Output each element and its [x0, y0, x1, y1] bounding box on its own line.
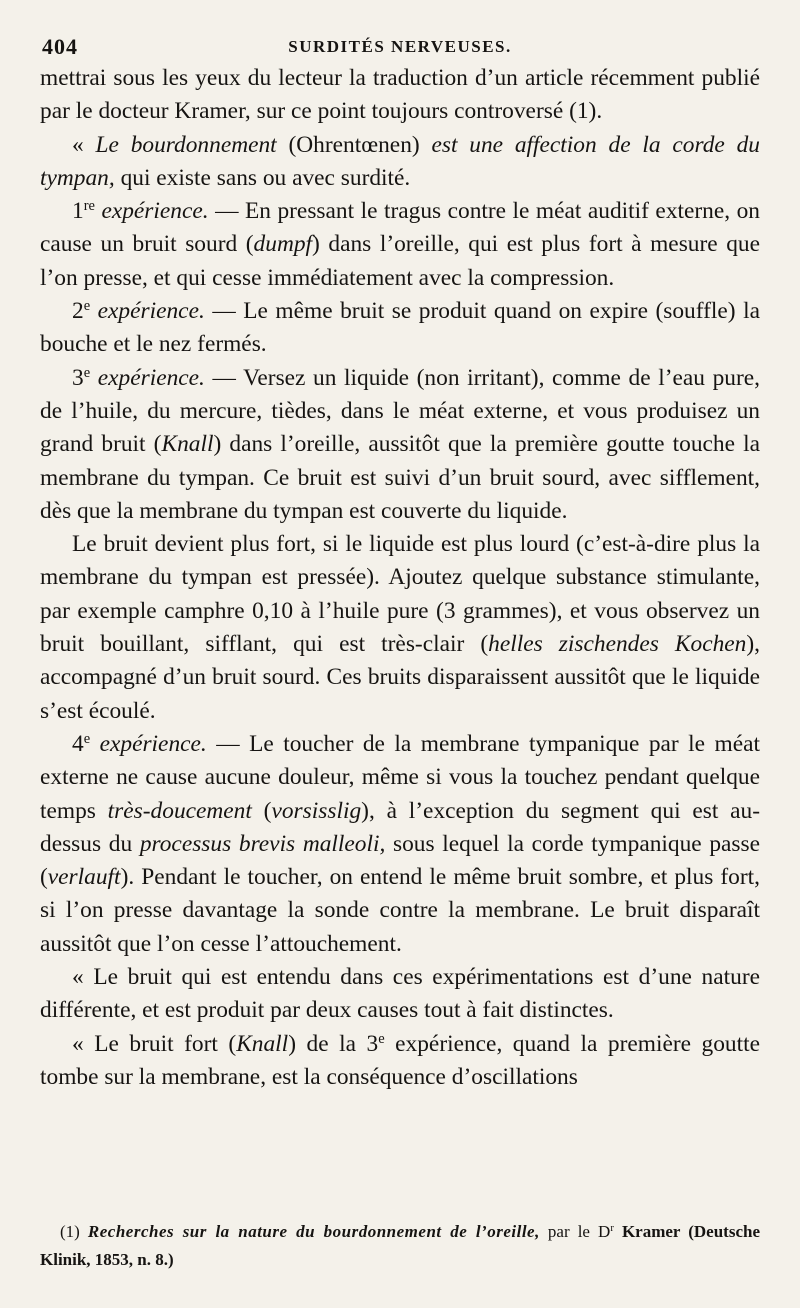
paragraph-experience-2: 2e expérience. — Le même bruit se produit quand on expire (souffle) la bouche et le nez fermés. [40, 298, 760, 358]
paragraph-intro: mettrai sous les yeux du lecteur la traduction d’un article récemment publié par le docteur Kramer, sur ce point toujours controversé (1). [40, 65, 760, 125]
page-number: 404 [42, 34, 78, 59]
running-head [40, 28, 760, 62]
footnote: (1) Recherches sur la nature du bourdonnement de l’oreille, par le $D^r$ Kramer (Deutsche Klinik, 1853, n. 8.) [40, 1222, 760, 1269]
paragraph-quote-definition: « Le bourdonnement (Ohrentœnen) est une affection de la corde du tympan, qui existe sans ou avec surdité. [40, 131, 760, 191]
footnote-title: Recherches sur la nature du bourdonnement de l’oreille, [87, 1222, 540, 1241]
paragraph-experience-3: 3e expérience. — Versez un liquide (non irritant), comme de l’eau pure, de l’huile, du mercure, tièdes, dans le méat externe, et vous produisez un grand bruit (Knall) dans l’oreille, aussitôt que la première goutte touche la membrane du tympan. Ce bruit est suivi d’un bruit sourd, avec sifflement, dès que la membrane du tympan est couverte du liquide. [40, 364, 761, 524]
paragraph-noise-nature: « Le bruit qui est entendu dans ces expérimentations est d’une nature différente, et est produit par deux causes tout à fait distinctes. [40, 964, 760, 1024]
paragraph-experience-1: 1re expérience. — En pressant le tragus contre le méat auditif externe, on cause un bruit sourd (dumpf) dans l’oreille, qui est plus fort à mesure que l’on presse, et qui cesse immédiatement avec la compression. [40, 198, 760, 291]
running-title: SURDITÉS NERVEUSES. [288, 37, 512, 56]
body-text [40, 62, 760, 1094]
paragraph-experience-4: 4e expérience. — Le toucher de la membrane tympanique par le méat externe ne cause aucune douleur, même si vous la touchez pendant quelque temps très-doucement (vorsisslig), à l’exception du segment qui est au-dessus du processus brevis malleoli, sous lequel la corde tympanique passe (verlauft). Pendant le toucher, on entend le même bruit sombre, et plus fort, si l’on presse davantage la sonde contre la membrane. Le bruit disparaît aussitôt que l’on cesse l’attouchement. [40, 730, 761, 957]
paragraph-louder-noise: Le bruit devient plus fort, si le liquide est plus lourd (c’est-à-dire plus la membrane du tympan est pressée). Ajoutez quelque substance stimulante, par exemple camphre 0,10 à l’huile pure (3 grammes), et vous observez un bruit bouillant, sifflant, qui est très-clair (helles zischendes Kochen), accompagné d’un bruit sourd. Ces bruits disparaissent aussitôt que le liquide s’est écoulé. [40, 531, 760, 724]
paragraph-loud-noise: « Le bruit fort (Knall) de la 3e expérience, quand la première goutte tombe sur la membrane, est la conséquence d’oscillations [40, 1030, 760, 1090]
footnote-source: Kramer (Deutsche Klinik, 1853, n. 8.) [40, 1222, 760, 1269]
